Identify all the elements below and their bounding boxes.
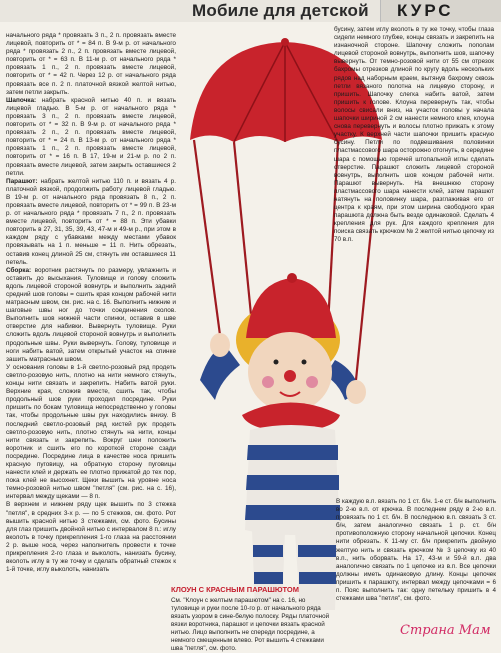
right-column-lower — [336, 498, 496, 603]
hat-text: набрать красной нитью 40 п. и вязать лицевой гладью. В 5-м р. от начального ряда * провязать 3 п., 2 п. провязать вместе лицевой, повторить от * = 32 п. В 9-м р. от начального ряда * провязать 2 п., 2 п. провязать вместе лицевой, повторить от * = 24 п. В 13-м р. от начального ряда * провязать 1 п., 2 п. провязать вместе лицевой, повторить от * = 16 п. В 17, 19-м и 21-м р. по 2 п. провязать вместе лицевой, затем закрыть оставшиеся 2 петли. — [6, 96, 176, 177]
clown-hat-bead — [287, 273, 297, 283]
parachute-text: набрать желтой нитью 110 п. и вязать 4 р. платочной вязкой, продолжить работу лицевой гладью. В 19-м р. от начального ряда провязать 8 п., 2 п. провязать вместе лицевой, повторить от * = 99 п. В 23-м р. от начального ряда * провязать 7 п., 2 п. провязать вместе лицевой, повторить от * = 88 п. Эти убавки повторить в 27, 31, 35, 39, 43, 47-м и 49-м р., при этом в каждом ряду с убавками между местами убавок провязывать на 1 п. меньше = 11 п. Нить обрезать, оставив конец длиной 25 см, стянуть им оставшиеся 11 петель. — [6, 177, 176, 266]
section-heading: КЛОУН С КРАСНЫМ ПАРАШЮТОМ — [171, 585, 299, 594]
paragraph-hat — [6, 97, 176, 178]
clown-left-hand — [210, 333, 230, 357]
page-header — [0, 0, 500, 22]
clown-nose — [284, 370, 296, 382]
paragraph-assembly — [6, 267, 176, 364]
course-badge — [380, 0, 501, 22]
left-column — [6, 32, 176, 636]
assembly-text: воротник растянуть по размеру, увлажнить и оставить до высыхания. Туловище и голову сложить вдоль лицевой стороной вовнутрь и выполнить задний средний шов головы = сшить края концом рабочей нити матрасным швом, см. рис. на с. 16. Выполнить нижние и шаговые швы ног до точки соединения сколов. Выполнить шов нижней части спинки, оставив в шве отверстие для набивки. Вывернуть туловище. Руки сложить вдоль лицевой стороной вовнутрь и выполнить продольные швы. Руки вывернуть. Голову, туловище и ноги набить ватой, затем открытый участок на спинке зашить матрасным швом. — [6, 266, 176, 363]
paragraph-assembly-2: У основания головы в 1-й светло-розовый ряд продеть светло-розовую нить, плотно на нити немного стянуть, концы нити связать и закрепить. Набить ватой руки. Верхние края, сложив вместе, сшить так, чтобы продольный шов руки проходил посредине. Руки пришить по бокам туловища непосредственно у головы так, чтобы продольные швы рук находились внизу. В последний светло-розовый ряд кистей рук продеть светло-розовую нить, плотно стянуть на нити, концы нити связать и закрепить. Вокруг шеи положить воротник и сшить его по короткой стороне сзади посредине. Посредине лица в качестве носа пришить красную пуговицу, на обратную сторону пуговицы нанести клей и держать ее плотно прижатой до тех пор, пока клей не высохнет. Щеки вышить на уровне носа темно-розовой нитью швом "петля" (см. рис. на с. 16), интервал между щеками — 8 п. — [6, 363, 176, 501]
paragraph-right-2: В каждую в.п. вязать по 1 ст. б/н. 1-е ст. б/н выполнить во 2-ю в.п. от крючка. В последнем ряду в 2-ю в.п. провязать по 1 ст. б/н. В последнюю в.п. связать 3 ст. б/н, затем аналогично связать 1 р. ст. б/н противоположную сторону начальной цепочки. Конец нити обрезать. К 11-му ст. б/н прикрепить двойную желтую нить и связать крючком № 3 цепочку из 40 в.п., нить оборвать. На 17, 43-м и 59-й в.п. два аналогично связать по 1 цепочке из в.п. Все цепочки должны иметь одинаковую длину. Концы цепочек пришить к парашюту, интервал между цепочками = 6 п. Пояс выполнить так: одну петельку пришить в 4 стежками шва "петля", см. фото. — [336, 498, 496, 603]
site-watermark: Страна Мам — [400, 623, 491, 638]
course-badge-label: КУРС — [397, 1, 454, 20]
hat-label: Шапочка: — [6, 96, 37, 104]
paragraph-intro: начального ряда * провязать 3 п., 2 п. провязать вместе лицевой, повторить от * = 84 п. В 9-м р. от начального ряда * провязать 2 п., 2 п. провязать вместе лицевой, повторить от * = 63 п. В 11-м р. от начального ряда * провязать 1 п., 2 п. провязать вместе лицевой, повторить от * = 42 п. Через 12 р. от начального ряда провязать все п. 2 п. платочной вязкой желтой нитью, затем петли закрыть. — [6, 32, 176, 96]
paragraph-assembly-3: В верхнем и нижнем ряду щек вышить по 3 стежка "петля", в средних 3-х р. — по 5 стежков, см. фото. Рот вышить красной нитью 3 стежками, см. фото. Бусины для глаз пришить двойной нитью с интервалом 8 п.: иглу вколоть в точку прикрепления 1-го глаза на расстоянии 2 р. выше носа, через наполнитель провести к точке прикрепления 2-го глаза и выколоть, нанизать бусину, вколоть иглу в ту же точку и сделать обратный стежок к 1-й точке, иглу выколоть, нанизать — [6, 501, 176, 574]
section-text: См. "Клоун с желтым парашютом" на с. 16, но туловище и руки после 10-го р. от начального ряда вязать узором в сине-белую полоску. Ряды платочной вязки воротника, парашют и цепочки вязать красной нитью. Лицо выполнить не спереди посредине, а немного смещенным влево. Рот вышить 4 стежками шва "петля", см. фото. — [171, 597, 330, 652]
parachute-label: Парашют: — [6, 177, 38, 185]
right-column — [334, 26, 494, 496]
clown-hat — [246, 278, 336, 338]
paragraph-right-1: бусину, затем иглу вколоть в ту же точку, чтобы глаза сидели немного глубже, концы связать и закрепить на изнаночной стороне. Шапочку сложить пополам лицевой стороной вовнутрь, выполнить шов, шапочку вывернуть. От темно-розовой нити от 55 см отрезок бахромы отрезков длиной по кругу вдоль нескольких рядов над наборным краем, вытянув бахрому сквозь петли вязаного полотна на лицевую сторону, и пришить. Шапочку слегка набить ватой, затем пришить к голове. Клоуна перевернуть так, чтобы волосы свисали вниз, на участок головы у начала шапочки шириной 2 см нанести немного клея, клоуна снова перевернуть и волосы плотно прижать к этому участку. К верхней части шапочки пришить красную бусину. Петли по подвешивания половинки пластмассового шара осторожно отогнуть, в середине шара с помощью горячей штопальной иглы сделать отверстие. Парашют сложить лицевой стороной вовнутрь, выполнить шов концом рабочей нити. Парашют вывернуть. На внешнюю сторону пластмассового шара нанести клей, затем парашют натянуть на половинку шара, разглаживая его от центра к краям, при этом ширина свободного края парашюта должна быть везде одинаковой. Сделать 4 крепления для рук. Для каждого крепления для поиска связать крючком № 2 желтой нитью цепочку из 70 в.п. — [334, 26, 494, 244]
parachute-top-bead — [281, 38, 289, 46]
assembly-label: Сборка: — [6, 266, 32, 274]
paragraph-parachute — [6, 178, 176, 267]
page-title: Мобиле для детской — [192, 1, 369, 20]
clown-body — [245, 425, 340, 535]
